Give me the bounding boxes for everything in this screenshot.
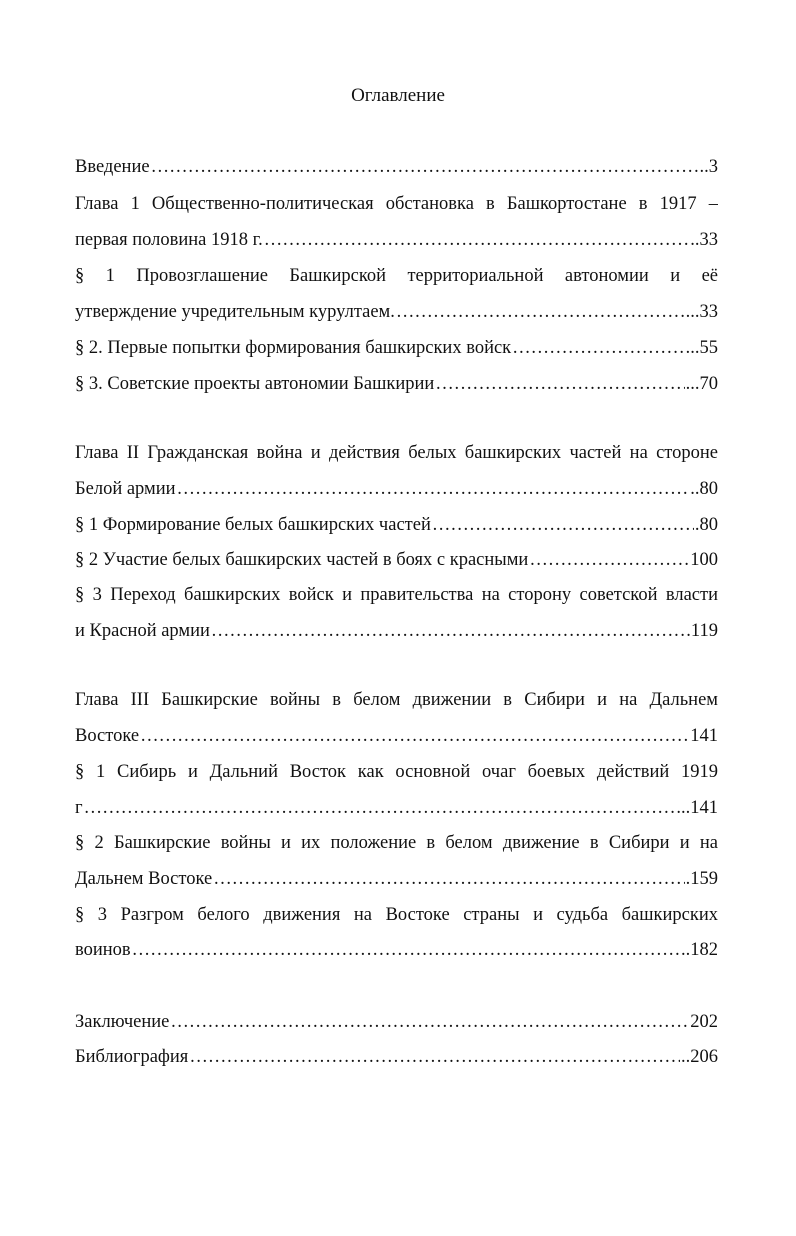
toc-entry-text: § 3. Советские проекты автономии Башкирии: [75, 374, 435, 394]
leader-dots: [396, 298, 685, 326]
leader-dots: [132, 936, 680, 964]
toc-entry-text: г: [75, 798, 83, 818]
toc-entry-text: Библиография: [75, 1047, 189, 1067]
toc-section-1-1-line-2: [75, 298, 718, 326]
toc-entry-page: ..206: [681, 1047, 718, 1067]
leader-dots: [213, 865, 684, 893]
leader-dots: [529, 546, 689, 574]
toc-chapter-3-line-1: Глава III Башкирские войны в белом движении в Сибири и на Дальнем: [75, 690, 718, 710]
toc-section-3-1-line-2: [75, 794, 718, 822]
toc-section-1-1-line-1: § 1 Провозглашение Башкирской территориальной автономии и её: [75, 266, 718, 286]
leader-dots: [435, 370, 684, 398]
toc-entry-page: .159: [685, 869, 718, 889]
toc-entry-page: .119: [686, 621, 718, 641]
toc-entry-page: ..141: [681, 798, 718, 818]
toc-entry-text: первая половина 1918 г.: [75, 230, 263, 250]
toc-chapter-3-line-2: [75, 722, 718, 750]
toc-entry-text: и Красной армии: [75, 621, 210, 641]
toc-entry-page: 100: [690, 550, 718, 570]
leader-dots: [140, 722, 689, 750]
toc-section-1-3: [75, 370, 718, 398]
toc-entry-text: Востоке: [75, 726, 140, 746]
toc-section-2-2: [75, 546, 718, 574]
toc-entry-text: Белой армии: [75, 479, 176, 499]
toc-entry-text: Введение: [75, 157, 150, 177]
toc-entry-page: ..55: [690, 338, 718, 358]
toc-entry-page: ...33: [685, 302, 718, 322]
toc-section-3-2-line-2: [75, 865, 718, 893]
toc-chapter-2-line-2: [75, 475, 718, 503]
toc-entry-text: воинов: [75, 940, 131, 960]
toc-section-3-1-line-1: § 1 Сибирь и Дальний Восток как основной очаг боевых действий 1919: [75, 762, 718, 782]
toc-section-3-3-line-2: [75, 936, 718, 964]
toc-entry-bibliography: [75, 1043, 718, 1071]
toc-chapter-2-line-1: Глава II Гражданская война и действия белых башкирских частей на стороне: [75, 443, 718, 463]
toc-entry-page: ..33: [690, 230, 718, 250]
leader-dots: [177, 475, 690, 503]
toc-entry-page: ..3: [699, 157, 718, 177]
toc-entry-page: ..182: [681, 940, 718, 960]
toc-entry-text: § 1 Формирование белых башкирских частей: [75, 515, 431, 535]
page-title: Оглавление: [351, 85, 445, 106]
leader-dots: [84, 794, 680, 822]
toc-section-1-2: [75, 334, 718, 362]
toc-chapter-1-line-2: [75, 226, 718, 254]
toc-entry-text: утверждение учредительным курултаем.: [75, 302, 395, 322]
toc-entry-page: ...70: [685, 374, 718, 394]
toc-section-3-2-line-1: § 2 Башкирские войны и их положение в белом движение в Сибири и на: [75, 833, 718, 853]
leader-dots: [211, 617, 685, 645]
toc-entry-conclusion: [75, 1008, 718, 1036]
toc-entry-page: ..80: [690, 479, 718, 499]
toc-entry-text: Заключение: [75, 1012, 170, 1032]
leader-dots: [432, 511, 694, 539]
toc-entry-text: § 2 Участие белых башкирских частей в боях с красными: [75, 550, 529, 570]
toc-entry-page: 141: [690, 726, 718, 746]
toc-entry-page: .80: [694, 515, 718, 535]
leader-dots: [512, 334, 689, 362]
toc-section-2-1: [75, 511, 718, 539]
toc-section-2-3-line-1: § 3 Переход башкирских войск и правительства на сторону советской власти: [75, 585, 718, 605]
toc-entry-page: 202: [690, 1012, 718, 1032]
leader-dots: [264, 226, 690, 254]
toc-entry-introduction: [75, 153, 718, 181]
toc-chapter-1-line-1: Глава 1 Общественно-политическая обстановка в Башкортостане в 1917 –: [75, 194, 718, 214]
toc-entry-text: Дальнем Востоке: [75, 869, 213, 889]
leader-dots: [189, 1043, 680, 1071]
leader-dots: [151, 153, 699, 181]
toc-section-3-3-line-1: § 3 Разгром белого движения на Востоке страны и судьба башкирских: [75, 905, 718, 925]
toc-section-2-3-line-2: [75, 617, 718, 645]
leader-dots: [170, 1008, 689, 1036]
toc-entry-text: § 2. Первые попытки формирования башкирских войск: [75, 338, 512, 358]
